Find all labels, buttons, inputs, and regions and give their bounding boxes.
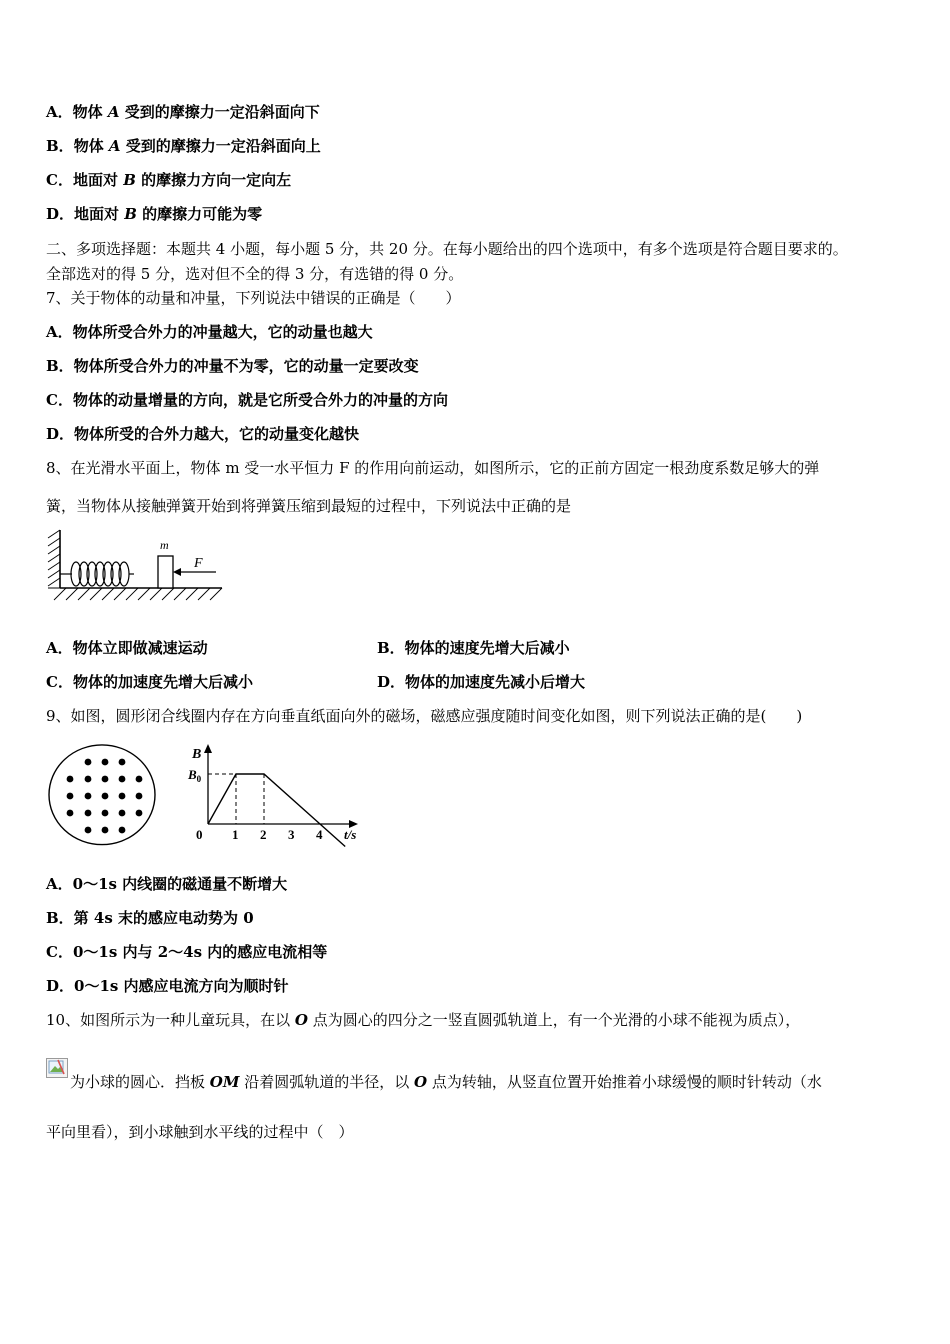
q10-stem-line2: 为小球的圆心．挡板 OM 沿着圆弧轨道的半径，以 O 点为转轴，从竖直位置开始推着小球缓慢的顺时针转动（水 xyxy=(70,1073,822,1091)
graph-origin-label: 0 xyxy=(196,827,203,842)
graph-y-tick-b0: $B_0$ xyxy=(188,767,202,784)
q9-option-a: A．0～1s 内线圈的磁通量不断增大 xyxy=(46,875,288,893)
q9-option-c: C．0～1s 内与 2～4s 内的感应电流相等 xyxy=(46,943,328,961)
graph-x-tick-3: 3 xyxy=(288,827,295,842)
q7-option-d: D．物体所受的合外力越大，它的动量变化越快 xyxy=(46,425,360,443)
q9-b-t-graph xyxy=(186,742,368,854)
graph-x-tick-1: 1 xyxy=(232,827,239,842)
q7-option-c: C．物体的动量增量的方向，就是它所受合外力的冲量的方向 xyxy=(46,391,448,409)
mass-label: m xyxy=(160,538,169,552)
graph-x-tick-2: 2 xyxy=(260,827,267,842)
q7-stem: 7、关于物体的动量和冲量，下列说法中错误的正确是（ ） xyxy=(46,289,461,307)
q6-option-d: D．地面对 B 的摩擦力可能为零 xyxy=(46,205,263,223)
q8-option-b: B．物体的速度先增大后减小 xyxy=(377,639,570,657)
q8-option-c: C．物体的加速度先增大后减小 xyxy=(46,673,253,691)
q10-stem-line1: 10、如图所示为一种儿童玩具，在以 O 点为圆心的四分之一竖直圆弧轨道上，有一个光滑的小球不能视为质点）， xyxy=(46,1011,801,1029)
section2-heading-line2: 全部选对的得 5 分，选对但不全的得 3 分，有选错的得 0 分。 xyxy=(46,265,464,283)
broken-image-icon xyxy=(46,1058,68,1078)
q6-option-c: C．地面对 B 的摩擦力方向一定向左 xyxy=(46,171,292,189)
q8-option-d: D．物体的加速度先减小后增大 xyxy=(377,673,586,691)
graph-y-label: B xyxy=(192,747,202,762)
q7-option-b: B．物体所受合外力的冲量不为零，它的动量一定要改变 xyxy=(46,357,419,375)
q8-option-a: A．物体立即做减速运动 xyxy=(46,639,208,657)
graph-x-label: t/s xyxy=(344,827,357,842)
graph-x-tick-4: 4 xyxy=(316,827,323,842)
section2-heading-line1: 二、多项选择题：本题共 4 小题，每小题 5 分，共 20 分。在每小题给出的四个选项中，有多个选项是符合题目要求的。 xyxy=(46,240,848,258)
q9-option-b: B．第 4s 末的感应电动势为 0 xyxy=(46,909,254,927)
q10-stem-line3: 平向里看），到小球触到水平线的过程中（ ） xyxy=(46,1123,354,1141)
b-t-curve xyxy=(208,774,345,847)
q8-stem-line1: 8、在光滑水平面上，物体 m 受一水平恒力 F 的作用向前运动，如图所示，它的正前方固定一根劲度系数足够大的弹 xyxy=(46,459,820,477)
q6-option-a: A．物体 A 受到的摩擦力一定沿斜面向下 xyxy=(46,103,320,121)
q8-stem-line2: 簧，当物体从接触弹簧开始到将弹簧压缩到最短的过程中，下列说法中正确的是 xyxy=(46,497,572,515)
q6-option-b: B．物体 A 受到的摩擦力一定沿斜面向上 xyxy=(46,137,321,155)
q8-spring-figure xyxy=(44,526,226,606)
q9-coil-figure xyxy=(46,744,162,846)
force-label: F xyxy=(194,556,203,571)
q9-stem: 9、如图，圆形闭合线圈内存在方向垂直纸面向外的磁场，磁感应强度随时间变化如图，则下列说法正确的是( ) xyxy=(46,707,803,725)
q7-option-a: A．物体所受合外力的冲量越大，它的动量也越大 xyxy=(46,323,373,341)
q9-option-d: D．0～1s 内感应电流方向为顺时针 xyxy=(46,977,289,995)
